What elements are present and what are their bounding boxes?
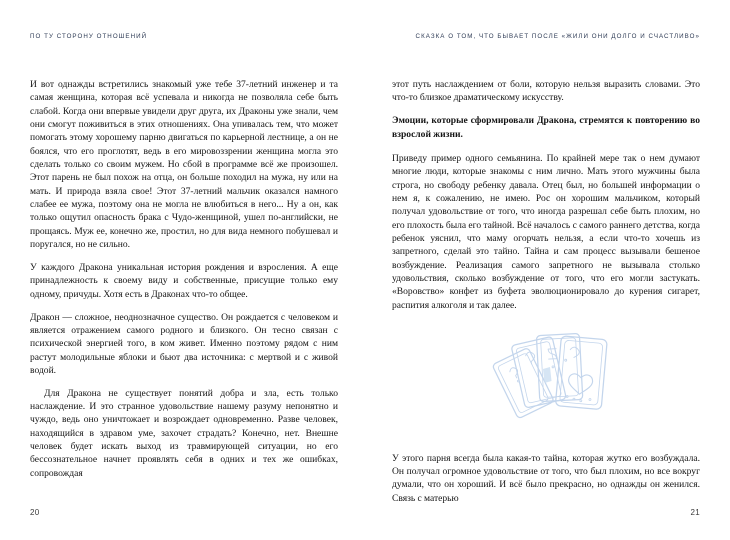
left-page-text-column: [30, 78, 338, 480]
right-page: [365, 0, 730, 540]
paragraph: Для Дракона не существует понятий добра и зла, есть только наслаждение. И это странное удовольствие нашему разуму непонятно и чуждо, ведь оно уничтожает и возрождает одновременно. Разве человек, находящийся в здравом уме, захочет страдать? Конечно, нет. Внешне человек будет искать выход из травмирующей ситуации, но его бессознательное начнет проявлять себя в одних и тех же ошибках, сопровождая: [30, 387, 338, 479]
running-head-right: СКАЗКА О ТОМ, ЧТО БЫВАЕТ ПОСЛЕ «ЖИЛИ ОНИ ДОЛГО И СЧАСТЛИВО»: [415, 33, 700, 40]
card-accent-fill: [543, 367, 552, 383]
running-head-left: ПО ТУ СТОРОНУ ОТНОШЕНИЙ: [30, 33, 148, 40]
page-number-right: 21: [690, 508, 700, 517]
paragraph-continuation: этот путь наслаждением от боли, которую нельзя выразить словами. Это что-то близкое драматическому искусству.: [392, 79, 700, 104]
page-number-left: 20: [30, 508, 40, 517]
paragraph: И вот однажды встретились знакомый уже тебе 37-летний инженер и та самая женщина, которая всё успевала и никогда не позволяла себе быть слабой. Когда они впервые увидели друг друга, их Драконы уже знали, чем они смогут поживиться в этих отношениях. Она упивалась тем, что может помогать этому хорошему парню двигаться по карьерной лестнице, а он не боялся, что его проглотят, ведь в его мировоззрении женщина могла это сделать только со своим мужем. Но сбой в программе всё же произошел. Этот парень не был похож на отца, он больше походил на мужа, ну или на мать. И природа взяла свое! Этот 37-летний мальчик оказался намного слабее ее мужа, поэтому она не могла не влюбиться в него... Ну а он, как только ощутил опасность брака с Чудо-женщиной, ушел по-английски, не прощаясь. Муж ее, конечно же, простил, но для вида немного побушевал и поругался, но не сильно.: [30, 79, 338, 251]
paragraph: У каждого Дракона уникальная история рождения и взросления. А еще принадлежность к своему виду и собственные, присущие только ему одному, причуды. Хотя есть в Драконах что-то общее.: [30, 261, 338, 300]
paragraph-final: У этого парня всегда была какая-то тайна, которая жутко его возбуждала. Он получал огромное удовольствие от того, что был плохим, но все вокруг думали, что он хороший. И всё было прекрасно, но однажды он женился. Связь с матерью: [392, 452, 700, 504]
paragraph: Дракон — сложное, неоднозначное существо. Он рождается с человеком и является отражением самого родного и близкого. Он тесно связан с психической энергией того, в ком живет. Именно поэтому рядом с ним растут молодильные яблоки и бьют два источника: с мертвой и с живой водой.: [30, 311, 338, 376]
paragraph-bold-statement: Эмоции, которые сформировали Дракона, стремятся к повторению во взрослой жизни.: [392, 115, 700, 140]
playing-cards-illustration: [392, 322, 700, 440]
playing-cards-icon: [471, 325, 621, 437]
right-page-text-column: [392, 78, 700, 505]
paragraph-example: Приведу пример одного семьянина. По крайней мере так о нем думают многие люди, которые знакомы с ним лично. Мать этого мужчины была строга, но свободу ребенку давала. Отец был, но большей информации о нем я, к сожалению, не имею. Рос он хорошим мальчиком, который получал удовольствие от того, что иногда разрешал себе быть плохим, но его плохость была его тайной. Всё началось с самого раннего детства, когда ребенок уяснил, что маму огорчать нельзя, а если что-то хочешь из запретного, сделай это тайно. Тайна и сам процесс вызывали бешеное возбуждение. Реализация самого запретного не вызывала столько удовольствия, сколько возбуждение от того, что его могли застукать. «Воровство» конфет из буфета эволюционировало до курения сигарет, распития алкоголя и так далее.: [392, 152, 700, 311]
